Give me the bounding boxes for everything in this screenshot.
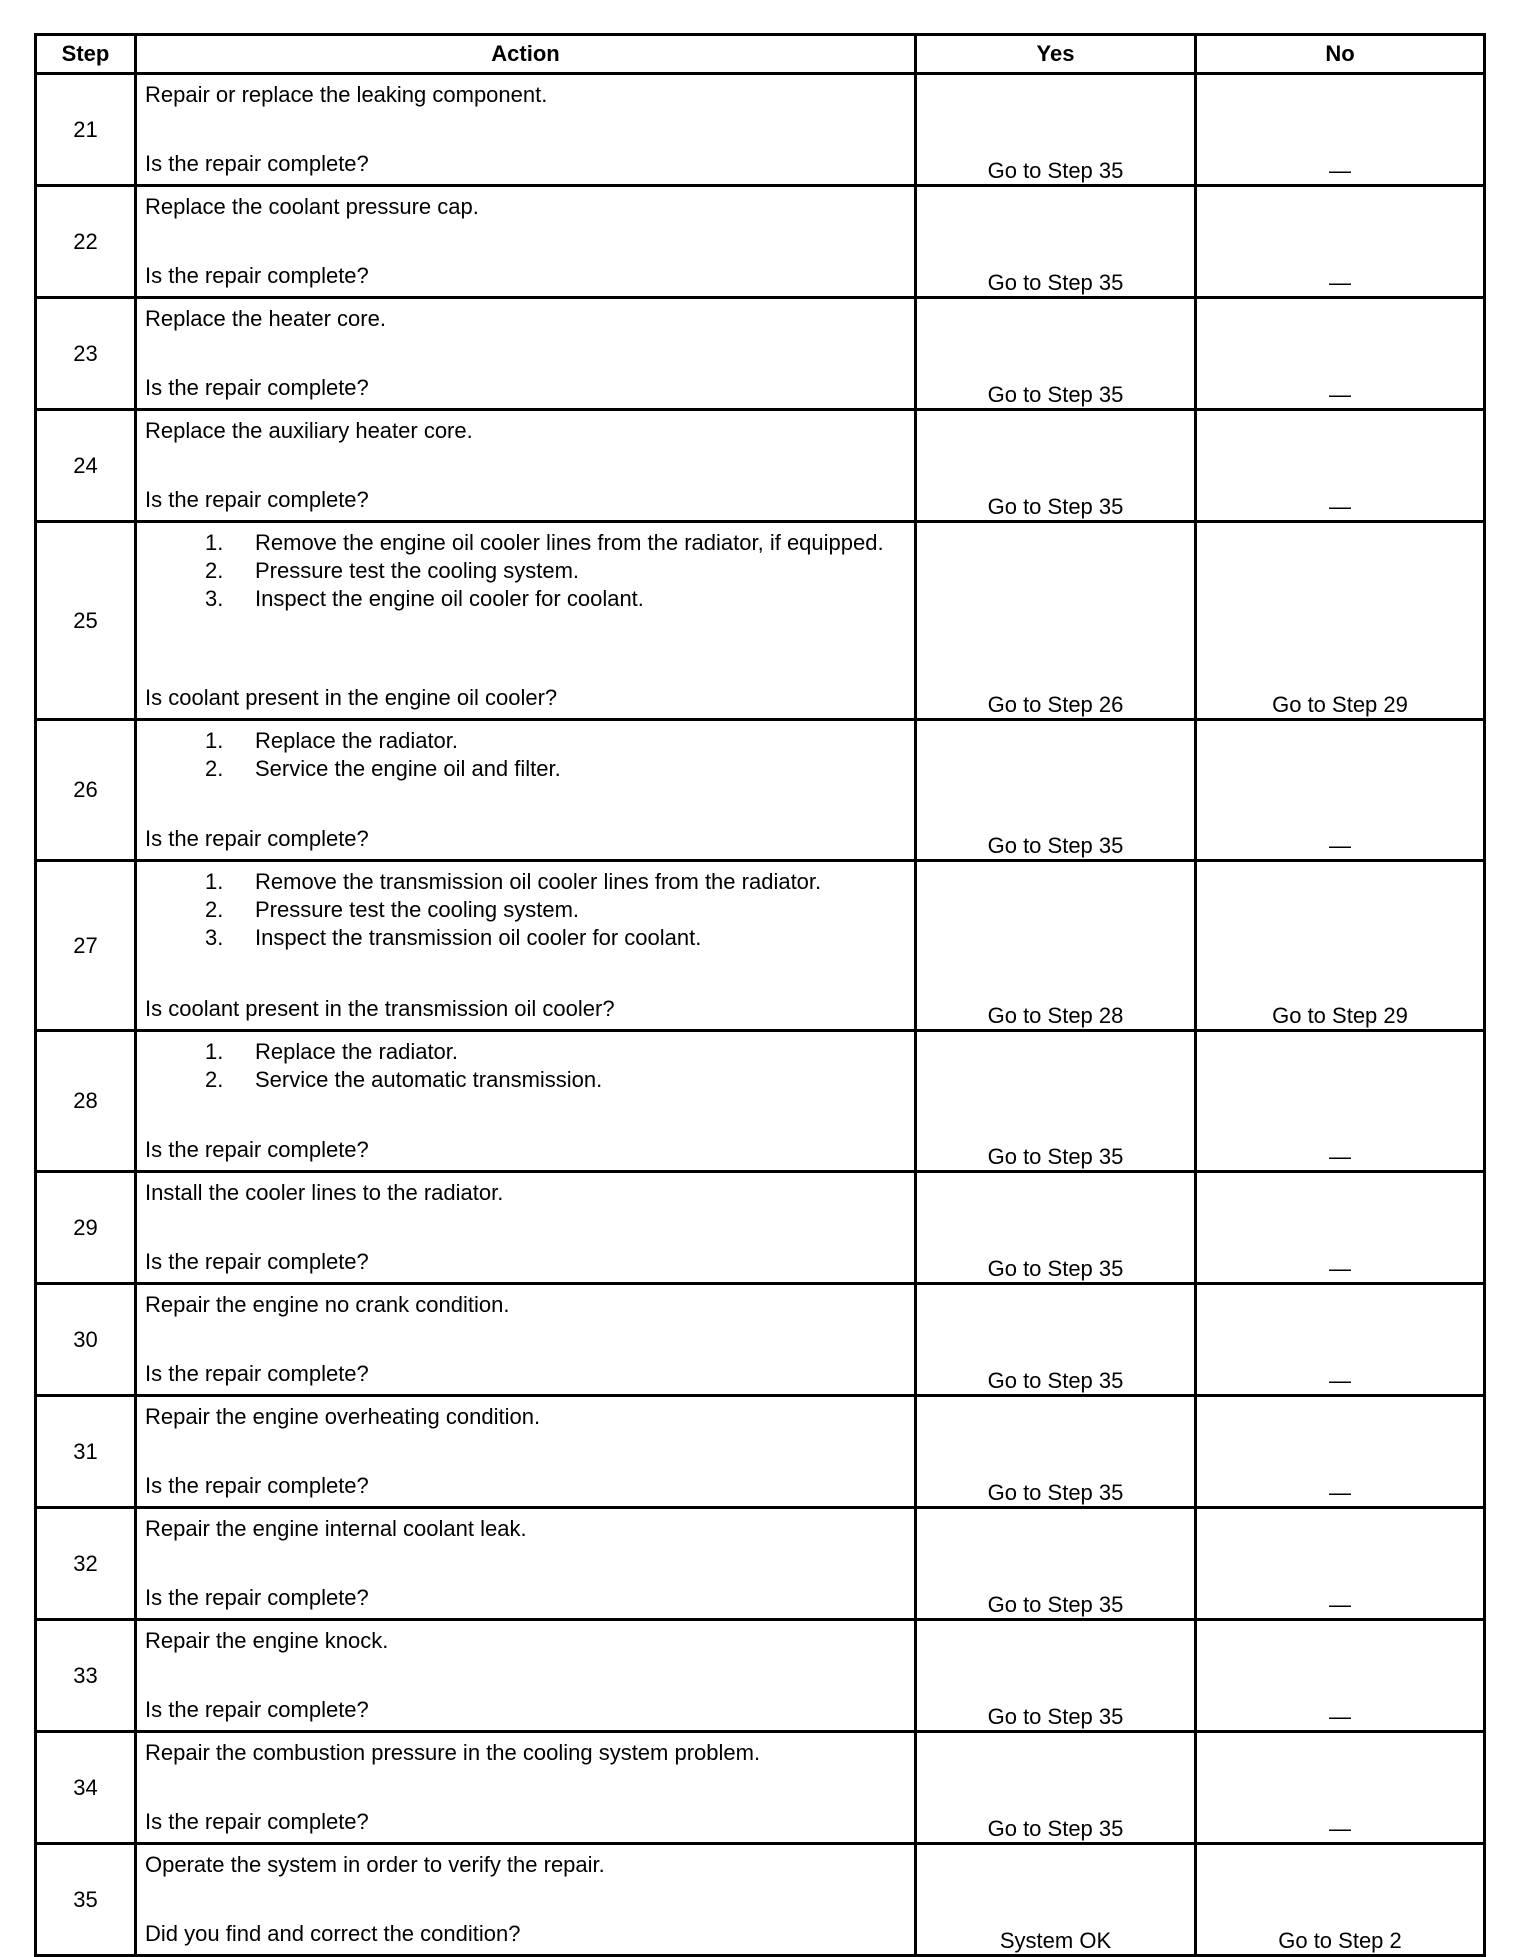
step-number: 30	[36, 1284, 136, 1396]
action-question: Is the repair complete?	[145, 1473, 369, 1498]
action-question: Is the repair complete?	[145, 263, 369, 288]
yes-result: Go to Step 35	[916, 74, 1196, 186]
step-number: 23	[36, 298, 136, 410]
no-result: —	[1196, 1396, 1485, 1508]
no-result: —	[1196, 720, 1485, 861]
no-result: —	[1196, 410, 1485, 522]
action-text: Repair the engine overheating condition.	[145, 1404, 541, 1429]
action-content	[137, 1397, 914, 1506]
table-row	[36, 1508, 1485, 1620]
step-number: 29	[36, 1172, 136, 1284]
no-result: —	[1196, 1732, 1485, 1844]
action-cell	[136, 1732, 916, 1844]
action-cell	[136, 410, 916, 522]
yes-result: Go to Step 35	[916, 410, 1196, 522]
action-question: Is the repair complete?	[145, 1585, 369, 1610]
table-row	[36, 186, 1485, 298]
list-item-text: Inspect the engine oil cooler for coolant.	[255, 586, 644, 611]
list-item-number: 3.	[205, 925, 224, 950]
header-step: Step	[36, 35, 136, 74]
action-text: Replace the heater core.	[145, 306, 386, 331]
action-content	[137, 1509, 914, 1618]
step-number: 21	[36, 74, 136, 186]
yes-result: Go to Step 35	[916, 1172, 1196, 1284]
action-content	[137, 1621, 914, 1730]
action-instructions	[145, 1179, 906, 1207]
action-content	[137, 187, 914, 296]
step-number: 27	[36, 861, 136, 1031]
action-content	[137, 75, 914, 184]
action-question: Is the repair complete?	[145, 1361, 369, 1386]
action-question: Is the repair complete?	[145, 1697, 369, 1722]
no-result: —	[1196, 1284, 1485, 1396]
action-steps-list	[145, 1038, 906, 1094]
no-result: Go to Step 2	[1196, 1844, 1485, 1956]
yes-result: Go to Step 35	[916, 1396, 1196, 1508]
action-instructions	[145, 727, 906, 783]
action-instructions	[145, 1627, 906, 1655]
table-row	[36, 720, 1485, 861]
action-instructions	[145, 868, 906, 952]
no-result: —	[1196, 74, 1485, 186]
action-cell	[136, 1172, 916, 1284]
step-number: 34	[36, 1732, 136, 1844]
yes-result: Go to Step 35	[916, 1031, 1196, 1172]
no-result: —	[1196, 1508, 1485, 1620]
table-row	[36, 74, 1485, 186]
action-cell	[136, 1031, 916, 1172]
action-instructions	[145, 1403, 906, 1431]
action-text: Replace the auxiliary heater core.	[145, 418, 473, 443]
table-row	[36, 861, 1485, 1031]
list-item	[205, 924, 906, 952]
action-text: Install the cooler lines to the radiator.	[145, 1180, 504, 1205]
action-question: Did you find and correct the condition?	[145, 1921, 521, 1946]
list-item-number: 1.	[205, 869, 224, 894]
no-result: —	[1196, 186, 1485, 298]
yes-result: Go to Step 35	[916, 298, 1196, 410]
list-item	[205, 727, 906, 755]
list-item-text: Replace the radiator.	[255, 1039, 459, 1064]
action-question: Is the repair complete?	[145, 1249, 369, 1274]
step-number: 24	[36, 410, 136, 522]
table-row	[36, 1031, 1485, 1172]
action-content	[137, 523, 914, 718]
list-item-number: 2.	[205, 756, 224, 781]
no-result: —	[1196, 1620, 1485, 1732]
list-item	[205, 1038, 906, 1066]
action-question: Is the repair complete?	[145, 487, 369, 512]
action-cell	[136, 74, 916, 186]
list-item-number: 1.	[205, 728, 224, 753]
yes-result: Go to Step 35	[916, 1508, 1196, 1620]
action-instructions	[145, 81, 906, 109]
action-text: Repair the engine knock.	[145, 1628, 389, 1653]
action-text: Repair the combustion pressure in the cooling system problem.	[145, 1740, 761, 1765]
list-item	[205, 529, 906, 557]
action-content	[137, 1032, 914, 1170]
step-number: 32	[36, 1508, 136, 1620]
list-item-text: Service the engine oil and filter.	[255, 756, 561, 781]
action-cell	[136, 1844, 916, 1956]
action-cell	[136, 298, 916, 410]
action-cell	[136, 522, 916, 720]
list-item	[205, 1066, 906, 1094]
no-result: —	[1196, 298, 1485, 410]
action-instructions	[145, 1515, 906, 1543]
step-number: 35	[36, 1844, 136, 1956]
step-number: 25	[36, 522, 136, 720]
action-question: Is the repair complete?	[145, 151, 369, 176]
list-item-text: Service the automatic transmission.	[255, 1067, 603, 1092]
yes-result: Go to Step 35	[916, 1284, 1196, 1396]
action-cell	[136, 1396, 916, 1508]
list-item-number: 3.	[205, 586, 224, 611]
list-item	[205, 755, 906, 783]
header-action: Action	[136, 35, 916, 74]
table-header-row	[36, 35, 1485, 74]
no-result: —	[1196, 1172, 1485, 1284]
action-instructions	[145, 1851, 906, 1879]
action-question: Is coolant present in the engine oil cooler?	[145, 685, 558, 710]
table-row	[36, 1284, 1485, 1396]
table-body	[36, 74, 1485, 1956]
header-yes: Yes	[916, 35, 1196, 74]
action-content	[137, 1733, 914, 1842]
list-item	[205, 868, 906, 896]
action-text: Replace the coolant pressure cap.	[145, 194, 479, 219]
yes-result: Go to Step 35	[916, 1732, 1196, 1844]
no-result: Go to Step 29	[1196, 861, 1485, 1031]
list-item-number: 1.	[205, 1039, 224, 1064]
yes-result: Go to Step 35	[916, 1620, 1196, 1732]
action-instructions	[145, 1291, 906, 1319]
list-item-number: 1.	[205, 530, 224, 555]
diagnostic-table	[34, 33, 1486, 1957]
action-question: Is the repair complete?	[145, 1137, 369, 1162]
yes-result: Go to Step 26	[916, 522, 1196, 720]
list-item-text: Remove the engine oil cooler lines from the radiator, if equipped.	[255, 530, 884, 555]
list-item	[205, 896, 906, 924]
table-row	[36, 522, 1485, 720]
yes-result: System OK	[916, 1844, 1196, 1956]
action-question: Is coolant present in the transmission oil cooler?	[145, 996, 615, 1021]
action-cell	[136, 186, 916, 298]
action-instructions	[145, 1038, 906, 1094]
action-steps-list	[145, 727, 906, 783]
list-item	[205, 557, 906, 585]
list-item-number: 2.	[205, 1067, 224, 1092]
list-item-text: Inspect the transmission oil cooler for coolant.	[255, 925, 702, 950]
action-instructions	[145, 193, 906, 221]
action-content	[137, 862, 914, 1029]
no-result: Go to Step 29	[1196, 522, 1485, 720]
list-item-text: Pressure test the cooling system.	[255, 558, 580, 583]
table-row	[36, 1172, 1485, 1284]
action-cell	[136, 720, 916, 861]
action-content	[137, 411, 914, 520]
table-row	[36, 1620, 1485, 1732]
step-number: 28	[36, 1031, 136, 1172]
yes-result: Go to Step 35	[916, 186, 1196, 298]
table-row	[36, 1844, 1485, 1956]
step-number: 26	[36, 720, 136, 861]
step-number: 33	[36, 1620, 136, 1732]
list-item-number: 2.	[205, 558, 224, 583]
table-row	[36, 298, 1485, 410]
action-instructions	[145, 1739, 906, 1767]
table-row	[36, 410, 1485, 522]
action-question: Is the repair complete?	[145, 826, 369, 851]
list-item-text: Replace the radiator.	[255, 728, 459, 753]
list-item-number: 2.	[205, 897, 224, 922]
list-item-text: Pressure test the cooling system.	[255, 897, 580, 922]
yes-result: Go to Step 35	[916, 720, 1196, 861]
action-question: Is the repair complete?	[145, 1809, 369, 1834]
action-content	[137, 1285, 914, 1394]
table-row	[36, 1732, 1485, 1844]
action-text: Repair the engine no crank condition.	[145, 1292, 510, 1317]
list-item	[205, 585, 906, 613]
table-row	[36, 1396, 1485, 1508]
action-cell	[136, 1620, 916, 1732]
step-number: 22	[36, 186, 136, 298]
action-content	[137, 721, 914, 859]
action-content	[137, 299, 914, 408]
action-text: Operate the system in order to verify the repair.	[145, 1852, 605, 1877]
yes-result: Go to Step 28	[916, 861, 1196, 1031]
action-instructions	[145, 305, 906, 333]
action-steps-list	[145, 868, 906, 952]
action-cell	[136, 1508, 916, 1620]
step-number: 31	[36, 1396, 136, 1508]
action-instructions	[145, 529, 906, 613]
action-content	[137, 1845, 914, 1954]
action-steps-list	[145, 529, 906, 613]
action-text: Repair the engine internal coolant leak.	[145, 1516, 527, 1541]
action-cell	[136, 861, 916, 1031]
action-content	[137, 1173, 914, 1282]
no-result: —	[1196, 1031, 1485, 1172]
action-question: Is the repair complete?	[145, 375, 369, 400]
header-no: No	[1196, 35, 1485, 74]
action-instructions	[145, 417, 906, 445]
list-item-text: Remove the transmission oil cooler lines from the radiator.	[255, 869, 822, 894]
action-text: Repair or replace the leaking component.	[145, 82, 548, 107]
action-cell	[136, 1284, 916, 1396]
